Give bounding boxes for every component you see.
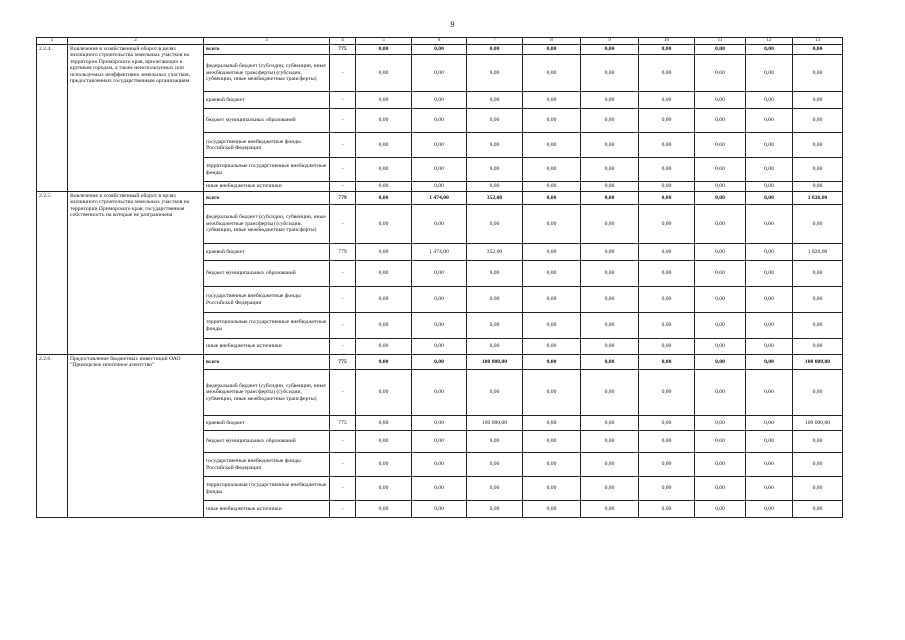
amount-cell: 0,00 [695, 355, 746, 370]
amount-cell: 0,00 [523, 244, 581, 261]
amount-cell: 0,00 [467, 313, 523, 339]
funding-source: территориальные государственные внебюджетные фонды [204, 313, 330, 339]
amount-cell: 0,00 [412, 313, 467, 339]
amount-cell: 0,00 [793, 339, 843, 355]
amount-cell: 0,00 [581, 355, 639, 370]
amount-cell: 0,00 [695, 109, 746, 133]
funding-source: федеральный бюджет (субсидии, субвенции, иные межбюджетные трансферты) (субсидии, субвенции, иные межбюджетные трансферты) [204, 55, 330, 92]
amount-cell: 0,00 [412, 501, 467, 518]
funding-source: всего [204, 45, 330, 55]
amount-cell: 0,00 [695, 501, 746, 518]
amount-cell: 0,00 [639, 45, 695, 55]
section-name: Вовлечение в хозяйственный оборот в целях жилищного строительства земельных участков на территории Приморского края, прилегающих к крупным городам, а также неиспользуемых или используемых неэффективно земельных участков, предоставленных государственным организациям [68, 45, 204, 192]
amount-cell: 0,00 [746, 287, 793, 313]
funding-source: государственные внебюджетные фонды Российской Федерации [204, 287, 330, 313]
amount-cell: 0,00 [523, 355, 581, 370]
amount-cell: 0,00 [523, 109, 581, 133]
amount-cell: 0,00 [467, 339, 523, 355]
amount-cell: 0,00 [746, 261, 793, 287]
amount-cell: 1 826,00 [793, 244, 843, 261]
amount-cell: 0,00 [356, 182, 412, 192]
amount-cell: 352,00 [467, 244, 523, 261]
amount-cell: 0,00 [356, 370, 412, 416]
amount-cell: 0,00 [356, 453, 412, 477]
funding-source: иные внебюджетные источники [204, 182, 330, 192]
amount-cell: 0,00 [581, 133, 639, 158]
amount-cell: 0,00 [695, 416, 746, 431]
amount-cell: 0,00 [581, 339, 639, 355]
amount-cell: 0,00 [639, 261, 695, 287]
amount-cell: 0,00 [581, 109, 639, 133]
amount-cell: 0,00 [412, 182, 467, 192]
amount-cell: 0,00 [793, 205, 843, 244]
budget-code: - [330, 477, 356, 501]
amount-cell: 0,00 [412, 287, 467, 313]
amount-cell: 0,00 [793, 92, 843, 109]
amount-cell: 0,00 [695, 158, 746, 182]
column-number-9: 9 [581, 38, 639, 45]
column-number-3: 3 [204, 38, 330, 45]
budget-code: - [330, 287, 356, 313]
amount-cell: 0,00 [523, 92, 581, 109]
amount-cell: 1 826,00 [793, 192, 843, 205]
amount-cell: 0,00 [523, 261, 581, 287]
amount-cell: 0,00 [581, 192, 639, 205]
amount-cell: 0,00 [793, 453, 843, 477]
amount-cell: 0,00 [639, 453, 695, 477]
amount-cell: 0,00 [356, 431, 412, 453]
column-number-12: 12 [746, 38, 793, 45]
amount-cell: 0,00 [467, 182, 523, 192]
amount-cell: 0,00 [581, 431, 639, 453]
amount-cell: 0,00 [581, 244, 639, 261]
funding-source: государственные внебюджетные фонды Российской Федерации [204, 133, 330, 158]
amount-cell: 0,00 [581, 205, 639, 244]
amount-cell: 0,00 [523, 313, 581, 339]
table-row [37, 45, 843, 55]
amount-cell: 0,00 [695, 133, 746, 158]
amount-cell: 100 000,00 [467, 416, 523, 431]
amount-cell: 352,00 [467, 192, 523, 205]
amount-cell: 0,00 [467, 55, 523, 92]
section-number: 2.2.6. [37, 355, 68, 518]
column-number-6: 6 [412, 38, 467, 45]
amount-cell: 0,00 [523, 192, 581, 205]
budget-code: - [330, 261, 356, 287]
amount-cell: 0,00 [581, 501, 639, 518]
amount-cell: 0,00 [746, 416, 793, 431]
amount-cell: 0,00 [746, 501, 793, 518]
column-number-2: 2 [68, 38, 204, 45]
amount-cell: 0,00 [523, 55, 581, 92]
funding-source: краевой бюджет [204, 244, 330, 261]
funding-source: иные внебюджетные источники [204, 339, 330, 355]
amount-cell: 0,00 [695, 92, 746, 109]
budget-code: - [330, 92, 356, 109]
amount-cell: 0,00 [793, 313, 843, 339]
amount-cell: 0,00 [695, 370, 746, 416]
amount-cell: 1 474,00 [412, 244, 467, 261]
column-number-4: 4 [330, 38, 356, 45]
budget-code: - [330, 501, 356, 518]
amount-cell: 0,00 [695, 339, 746, 355]
amount-cell: 0,00 [581, 182, 639, 192]
amount-cell: 0,00 [793, 287, 843, 313]
amount-cell: 0,00 [356, 313, 412, 339]
amount-cell: 0,00 [412, 133, 467, 158]
amount-cell: 0,00 [356, 287, 412, 313]
amount-cell: 0,00 [467, 92, 523, 109]
amount-cell: 0,00 [412, 109, 467, 133]
amount-cell: 0,00 [746, 133, 793, 158]
amount-cell: 0,00 [523, 158, 581, 182]
budget-code: - [330, 109, 356, 133]
amount-cell: 0,00 [412, 370, 467, 416]
amount-cell: 0,00 [581, 313, 639, 339]
budget-code: - [330, 158, 356, 182]
amount-cell: 0,00 [467, 133, 523, 158]
budget-code: 775 [330, 355, 356, 370]
amount-cell: 0,00 [467, 287, 523, 313]
section-number: 2.2.5. [37, 192, 68, 355]
table-row [37, 192, 843, 205]
amount-cell: 0,00 [793, 133, 843, 158]
amount-cell: 0,00 [695, 261, 746, 287]
amount-cell: 0,00 [746, 55, 793, 92]
amount-cell: 0,00 [639, 109, 695, 133]
amount-cell: 0,00 [746, 339, 793, 355]
amount-cell: 0,00 [639, 477, 695, 501]
budget-code: - [330, 133, 356, 158]
funding-source: краевой бюджет [204, 416, 330, 431]
amount-cell: 0,00 [639, 205, 695, 244]
column-number-8: 8 [523, 38, 581, 45]
amount-cell: 0,00 [746, 182, 793, 192]
amount-cell: 0,00 [639, 416, 695, 431]
amount-cell: 0,00 [695, 55, 746, 92]
amount-cell: 0,00 [793, 55, 843, 92]
amount-cell: 0,00 [412, 453, 467, 477]
amount-cell: 0,00 [467, 477, 523, 501]
budget-code: 779 [330, 244, 356, 261]
amount-cell: 0,00 [746, 244, 793, 261]
amount-cell: 0,00 [356, 192, 412, 205]
table-row [37, 355, 843, 370]
amount-cell: 0,00 [793, 158, 843, 182]
funding-source: иные внебюджетные источники [204, 501, 330, 518]
amount-cell: 0,00 [523, 477, 581, 501]
amount-cell: 0,00 [746, 92, 793, 109]
amount-cell: 0,00 [639, 355, 695, 370]
funding-source: территориальные государственные внебюджетные фонды [204, 158, 330, 182]
amount-cell: 0,00 [746, 45, 793, 55]
funding-source: федеральный бюджет (субсидии, субвенции, иные межбюджетные трансферты) (субсидии, субвенции, иные межбюджетные трансферты) [204, 205, 330, 244]
column-number-row [37, 38, 843, 45]
amount-cell: 0,00 [746, 477, 793, 501]
amount-cell: 0,00 [581, 92, 639, 109]
section-number: 2.2.4. [37, 45, 68, 192]
amount-cell: 0,00 [746, 192, 793, 205]
amount-cell: 0,00 [793, 477, 843, 501]
amount-cell: 0,00 [412, 355, 467, 370]
amount-cell: 0,00 [356, 55, 412, 92]
amount-cell: 0,00 [523, 416, 581, 431]
amount-cell: 0,00 [412, 158, 467, 182]
amount-cell: 0,00 [356, 416, 412, 431]
funding-source: всего [204, 192, 330, 205]
amount-cell: 0,00 [523, 339, 581, 355]
amount-cell: 0,00 [793, 501, 843, 518]
amount-cell: 0,00 [793, 261, 843, 287]
amount-cell: 0,00 [523, 431, 581, 453]
column-number-7: 7 [467, 38, 523, 45]
amount-cell: 0,00 [639, 339, 695, 355]
amount-cell: 0,00 [695, 45, 746, 55]
amount-cell: 0,00 [639, 431, 695, 453]
amount-cell: 0,00 [412, 431, 467, 453]
amount-cell: 0,00 [581, 158, 639, 182]
amount-cell: 0,00 [746, 431, 793, 453]
amount-cell: 0,00 [581, 453, 639, 477]
amount-cell: 0,00 [746, 158, 793, 182]
amount-cell: 1 474,00 [412, 192, 467, 205]
budget-code: - [330, 182, 356, 192]
amount-cell: 0,00 [356, 261, 412, 287]
amount-cell: 0,00 [356, 339, 412, 355]
column-number-10: 10 [639, 38, 695, 45]
table-body [37, 38, 843, 518]
amount-cell: 0,00 [356, 45, 412, 55]
amount-cell: 0,00 [356, 501, 412, 518]
amount-cell: 0,00 [412, 55, 467, 92]
column-number-5: 5 [356, 38, 412, 45]
amount-cell: 100 000,00 [467, 355, 523, 370]
amount-cell: 0,00 [639, 158, 695, 182]
amount-cell: 0,00 [356, 92, 412, 109]
column-number-1: 1 [37, 38, 68, 45]
budget-code: - [330, 313, 356, 339]
budget-table [36, 37, 843, 518]
section-name: Вовлечение в хозяйственный оборот в целях жилищного строительства земельных участков на территории Приморского края, государственная собственность на которые не разграничена [68, 192, 204, 355]
amount-cell: 0,00 [639, 287, 695, 313]
amount-cell: 0,00 [523, 453, 581, 477]
funding-source: территориальные государственные внебюджетные фонды [204, 477, 330, 501]
funding-source: бюджет муниципальных образований [204, 431, 330, 453]
amount-cell: 0,00 [793, 370, 843, 416]
amount-cell: 0,00 [746, 205, 793, 244]
amount-cell: 0,00 [356, 244, 412, 261]
funding-source: бюджет муниципальных образований [204, 109, 330, 133]
amount-cell: 0,00 [746, 313, 793, 339]
amount-cell: 0,00 [412, 92, 467, 109]
amount-cell: 0,00 [746, 355, 793, 370]
amount-cell: 0,00 [581, 261, 639, 287]
amount-cell: 0,00 [412, 205, 467, 244]
amount-cell: 0,00 [412, 477, 467, 501]
budget-code: 779 [330, 192, 356, 205]
amount-cell: 0,00 [793, 109, 843, 133]
budget-code: - [330, 453, 356, 477]
funding-source: краевой бюджет [204, 92, 330, 109]
amount-cell: 0,00 [467, 501, 523, 518]
amount-cell: 0,00 [793, 182, 843, 192]
amount-cell: 0,00 [793, 45, 843, 55]
amount-cell: 0,00 [639, 92, 695, 109]
budget-code: - [330, 431, 356, 453]
amount-cell: 0,00 [581, 45, 639, 55]
amount-cell: 0,00 [581, 370, 639, 416]
amount-cell: 0,00 [412, 45, 467, 55]
amount-cell: 0,00 [695, 453, 746, 477]
amount-cell: 0,00 [746, 109, 793, 133]
amount-cell: 0,00 [356, 158, 412, 182]
amount-cell: 0,00 [639, 182, 695, 192]
budget-code: 775 [330, 416, 356, 431]
amount-cell: 0,00 [356, 477, 412, 501]
amount-cell: 0,00 [523, 133, 581, 158]
amount-cell: 0,00 [523, 45, 581, 55]
amount-cell: 0,00 [639, 313, 695, 339]
amount-cell: 0,00 [356, 133, 412, 158]
amount-cell: 0,00 [523, 287, 581, 313]
amount-cell: 0,00 [356, 109, 412, 133]
amount-cell: 0,00 [639, 501, 695, 518]
amount-cell: 0,00 [639, 370, 695, 416]
amount-cell: 0,00 [639, 55, 695, 92]
amount-cell: 0,00 [581, 416, 639, 431]
column-number-13: 13 [793, 38, 843, 45]
budget-code: 775 [330, 45, 356, 55]
amount-cell: 0,00 [523, 501, 581, 518]
amount-cell: 0,00 [695, 205, 746, 244]
amount-cell: 0,00 [467, 453, 523, 477]
amount-cell: 0,00 [793, 431, 843, 453]
funding-source: бюджет муниципальных образований [204, 261, 330, 287]
amount-cell: 0,00 [356, 355, 412, 370]
page-number: 9 [450, 20, 455, 29]
funding-source: государственные внебюджетные фонды Российской Федерации [204, 453, 330, 477]
amount-cell: 0,00 [412, 339, 467, 355]
amount-cell: 100 000,00 [793, 355, 843, 370]
amount-cell: 0,00 [695, 477, 746, 501]
amount-cell: 0,00 [695, 244, 746, 261]
amount-cell: 0,00 [523, 182, 581, 192]
amount-cell: 0,00 [581, 477, 639, 501]
amount-cell: 0,00 [695, 182, 746, 192]
column-number-11: 11 [695, 38, 746, 45]
amount-cell: 0,00 [467, 205, 523, 244]
amount-cell: 0,00 [467, 431, 523, 453]
amount-cell: 0,00 [467, 109, 523, 133]
amount-cell: 0,00 [356, 205, 412, 244]
amount-cell: 0,00 [523, 370, 581, 416]
amount-cell: 0,00 [746, 453, 793, 477]
amount-cell: 0,00 [523, 205, 581, 244]
budget-code: - [330, 205, 356, 244]
amount-cell: 0,00 [746, 370, 793, 416]
amount-cell: 0,00 [639, 192, 695, 205]
amount-cell: 0,00 [695, 313, 746, 339]
funding-source: всего [204, 355, 330, 370]
amount-cell: 0,00 [467, 158, 523, 182]
amount-cell: 0,00 [639, 244, 695, 261]
amount-cell: 0,00 [695, 287, 746, 313]
budget-code: - [330, 55, 356, 92]
amount-cell: 0,00 [695, 431, 746, 453]
section-name: Предоставление бюджетных инвестиций ОАО "Приморское ипотечное агентство" [68, 355, 204, 518]
amount-cell: 0,00 [581, 55, 639, 92]
amount-cell: 0,00 [467, 370, 523, 416]
amount-cell: 0,00 [581, 287, 639, 313]
budget-code: - [330, 339, 356, 355]
amount-cell: 0,00 [412, 416, 467, 431]
amount-cell: 0,00 [467, 261, 523, 287]
amount-cell: 0,00 [467, 45, 523, 55]
amount-cell: 0,00 [695, 192, 746, 205]
funding-source: федеральный бюджет (субсидии, субвенции, иные межбюджетные трансферты) (субсидии, субвенции, иные межбюджетные трансферты) [204, 370, 330, 416]
amount-cell: 0,00 [412, 261, 467, 287]
amount-cell: 100 000,00 [793, 416, 843, 431]
amount-cell: 0,00 [639, 133, 695, 158]
budget-code: - [330, 370, 356, 416]
